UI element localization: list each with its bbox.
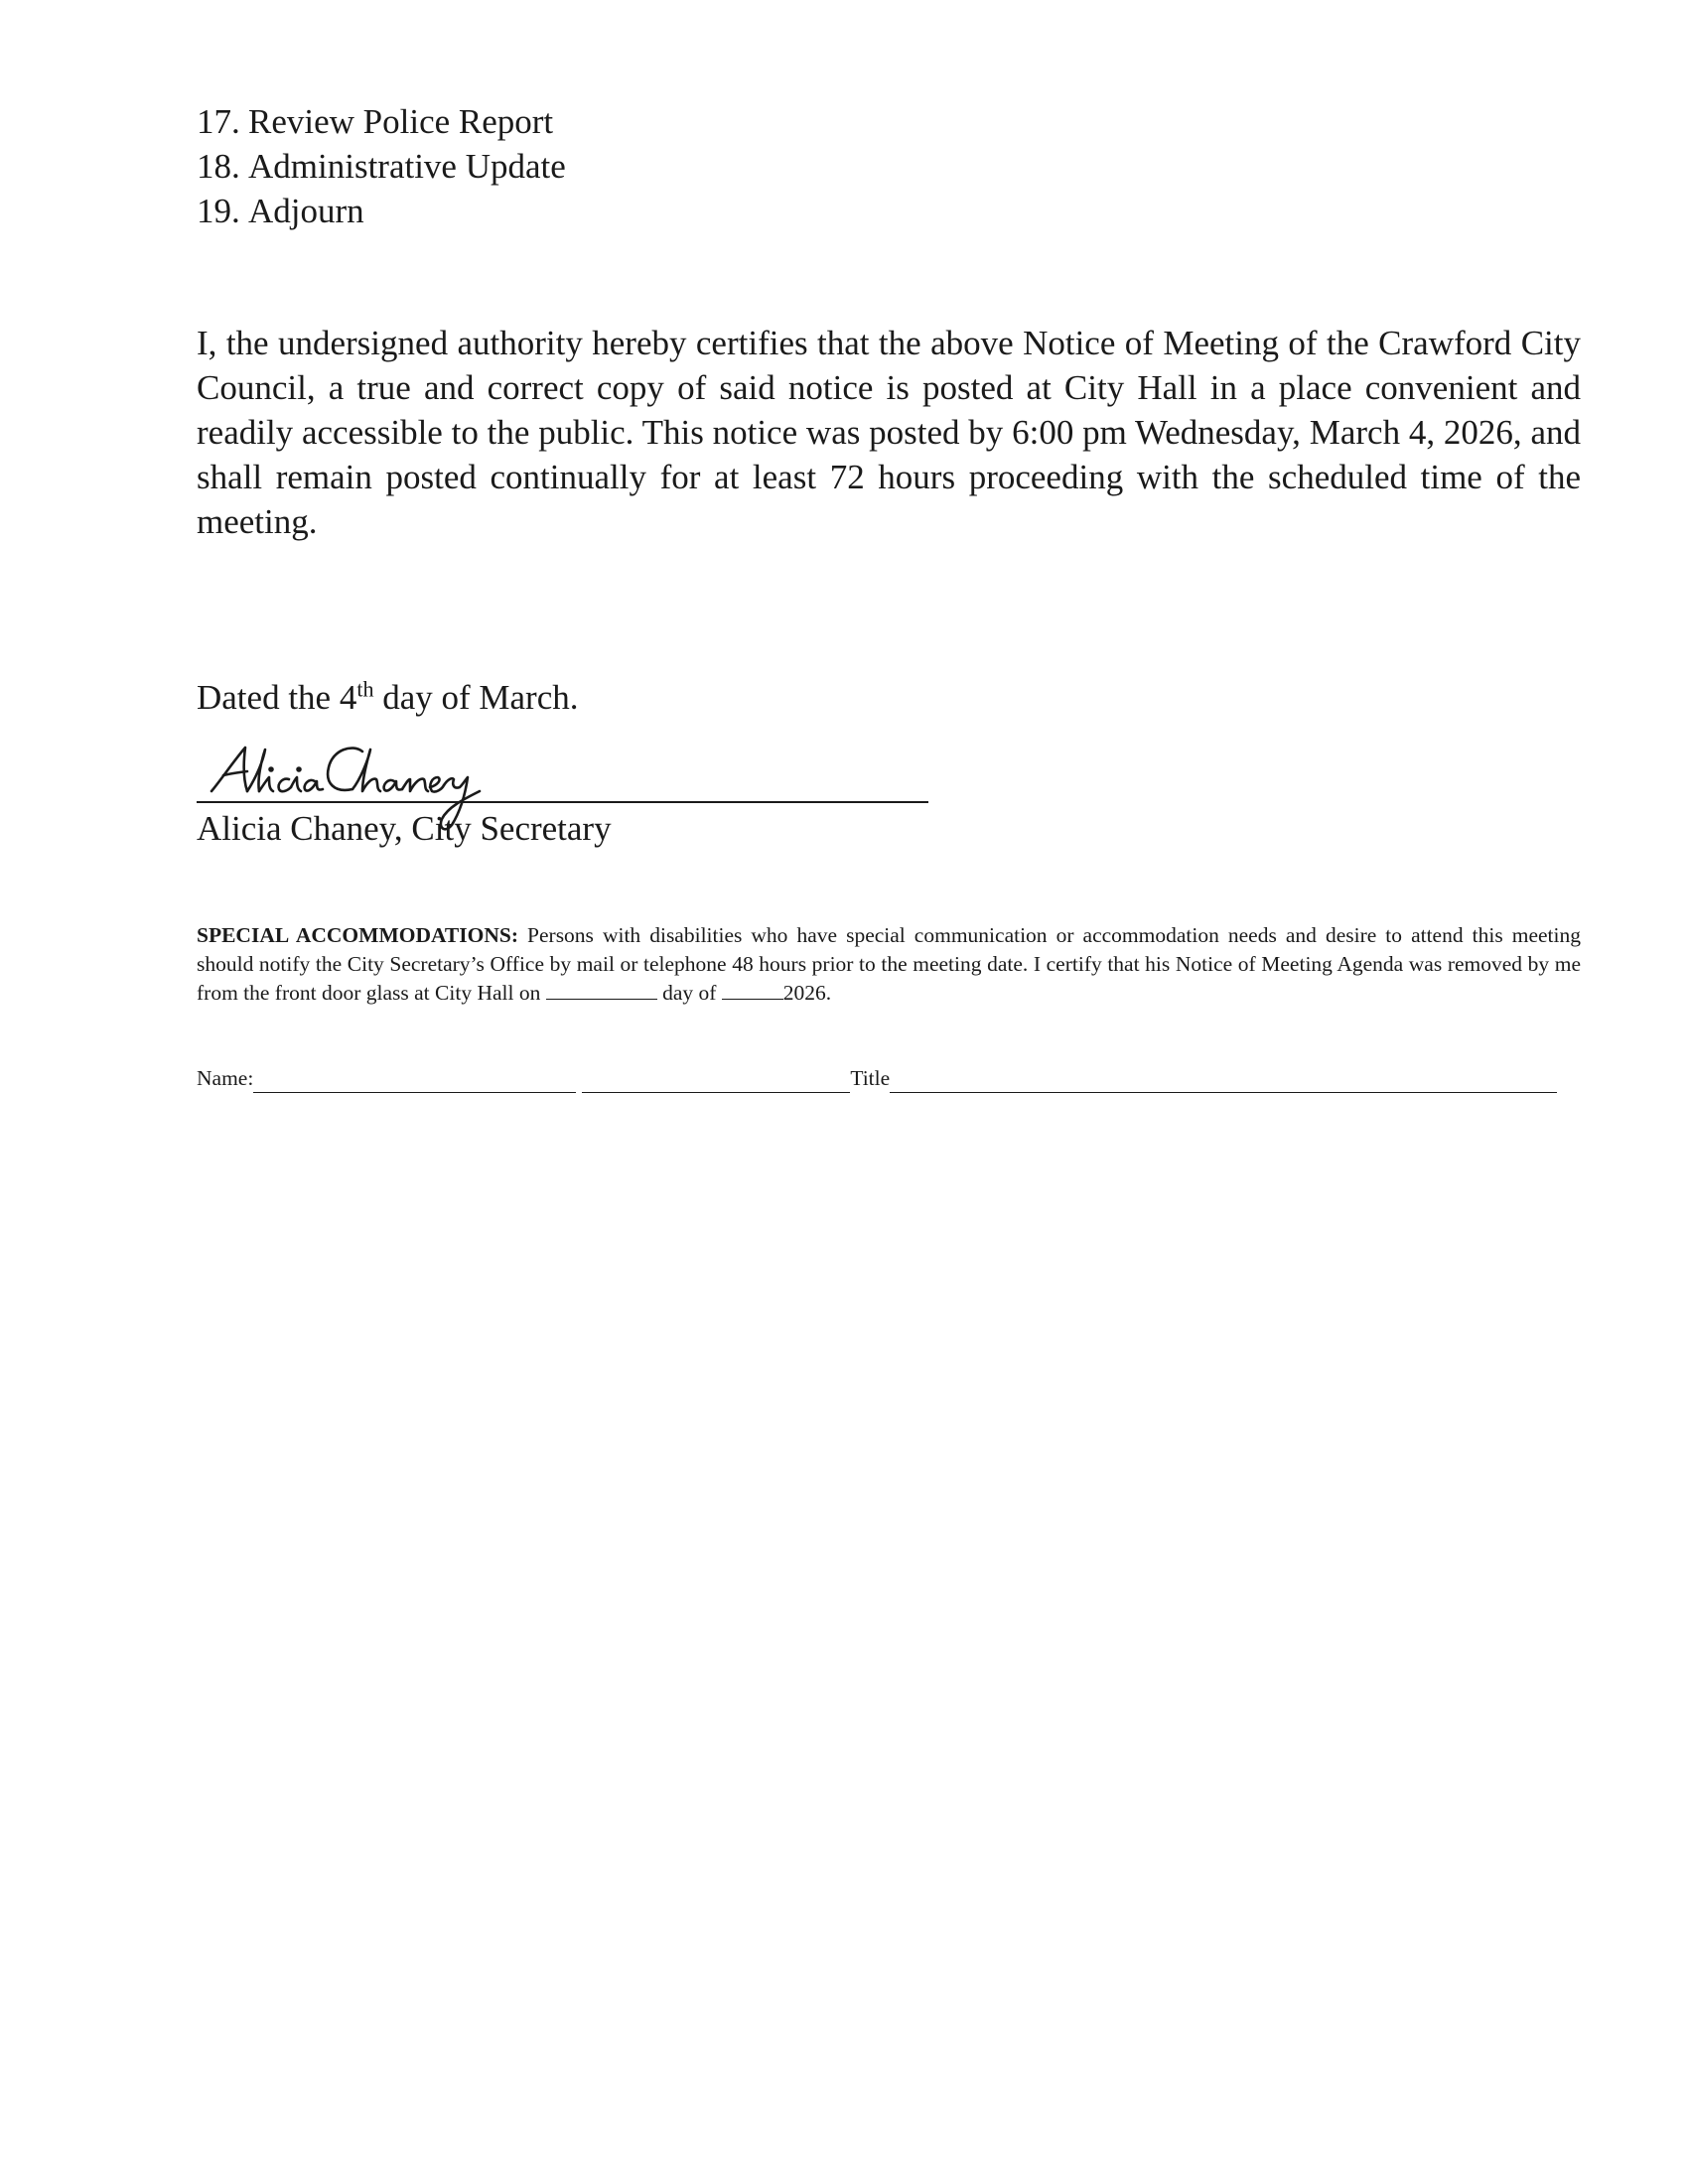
removal-signoff-row xyxy=(197,1064,1581,1093)
dated-line xyxy=(197,675,579,720)
special-accommodations-text: Persons with disabilities who have special communication or accommodation needs and desire to attend this meeting should notify the City Secretary’s Office by mail or telephone 48 hours prior to the meeting date. I certify that his Notice of Meeting Agenda was removed by me from the front door glass at City Hall on xyxy=(197,923,1581,1005)
name-field[interactable] xyxy=(253,1072,576,1093)
agenda-list xyxy=(197,99,566,233)
certification-paragraph: I, the undersigned authority hereby certifies that the above Notice of Meeting of the Crawford City Council, a true and correct copy of said notice is posted at City Hall in a place convenient and readily accessible to the public. This notice was posted by 6:00 pm Wednesday, March 4, 2026, and shall remain posted continually for at least 72 hours proceeding with the scheduled time of the meeting. xyxy=(197,324,1581,541)
special-accommodations-notice xyxy=(197,921,1581,1008)
signature-field[interactable] xyxy=(582,1072,850,1093)
special-accommodations-heading: SPECIAL ACCOMMODATIONS: xyxy=(197,923,518,947)
agenda-item-text: Review Police Report xyxy=(248,102,554,141)
dated-prefix: Dated the 4 xyxy=(197,678,357,717)
name-label: Name: xyxy=(197,1066,254,1090)
removal-day-blank[interactable] xyxy=(546,981,657,1000)
dated-ordinal: th xyxy=(356,676,374,702)
title-field[interactable] xyxy=(890,1072,1557,1093)
agenda-item xyxy=(197,189,566,233)
removal-month-blank[interactable] xyxy=(722,981,783,1000)
title-label: Title xyxy=(850,1066,891,1090)
agenda-item-number: 18. xyxy=(197,147,240,186)
agenda-item-text: Administrative Update xyxy=(248,147,566,186)
dated-suffix: day of March. xyxy=(373,678,579,717)
agenda-item xyxy=(197,99,566,144)
day-of-label: day of xyxy=(656,981,722,1005)
agenda-item-number: 19. xyxy=(197,192,240,230)
removal-year: 2026. xyxy=(782,981,832,1005)
agenda-item-number: 17. xyxy=(197,102,240,141)
agenda-item-text: Adjourn xyxy=(248,192,364,230)
signature-line xyxy=(197,801,928,803)
agenda-item xyxy=(197,144,566,189)
signer-name-title: Alicia Chaney, City Secretary xyxy=(197,809,612,848)
